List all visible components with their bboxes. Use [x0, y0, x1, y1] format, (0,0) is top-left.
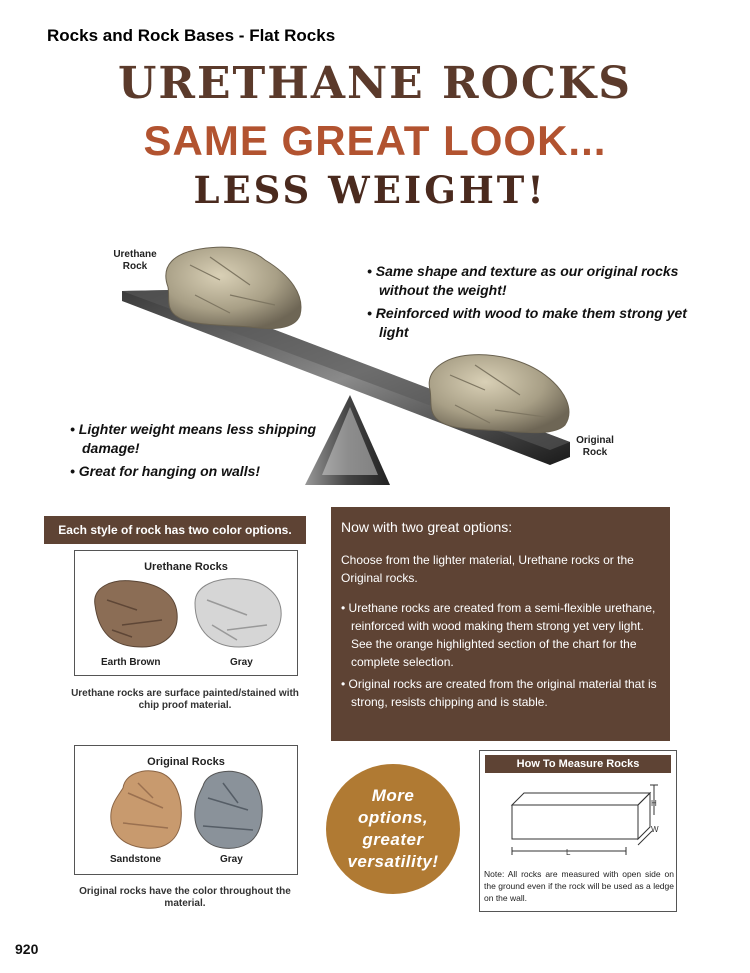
measure-title: How To Measure Rocks: [485, 755, 671, 773]
gray-rock: [195, 579, 281, 647]
how-to-measure-box: [479, 750, 677, 912]
headline-line3: LESS WEIGHT!: [193, 168, 547, 212]
options-bullet: • Original rocks are created from the original material that is strong, resists chipping and is stable.: [341, 677, 657, 709]
options-heading: Now with two great options:: [341, 519, 513, 535]
measure-note: Note: All rocks are measured with open side on the ground even if the rock will be used as a ledge on the wall.: [484, 869, 674, 903]
original-rock-swatches: [103, 768, 273, 853]
length-dim-label: L: [566, 848, 571, 857]
color-options-banner: Each style of rock has two color options.: [44, 516, 306, 544]
options-bullet-list: [341, 599, 659, 715]
urethane-rock-swatches: [87, 575, 287, 655]
width-dim-label: W: [651, 825, 659, 834]
bullet-item: • Same shape and texture as our original rocks without the weight!: [367, 263, 679, 298]
headline-line2: SAME GREAT LOOK...: [143, 117, 607, 164]
urethane-rocks-box: [74, 550, 298, 676]
height-dim-label: H: [651, 799, 657, 808]
options-bullet: • Urethane rocks are created from a semi-flexible urethane, reinforced with wood making them strong yet very light. See the orange highlighted section of the chart for the complete selection.: [341, 601, 656, 669]
earth-brown-label: Earth Brown: [101, 657, 161, 668]
bullet-item: • Reinforced with wood to make them strong yet light: [367, 305, 687, 340]
earth-brown-rock: [95, 581, 177, 647]
versatility-text: More options, greater versatility!: [347, 786, 439, 871]
left-bullet-list: [70, 420, 320, 485]
urethane-rock-label: Urethane Rock: [113, 249, 157, 272]
bullet-item: • Lighter weight means less shipping damage!: [70, 421, 317, 456]
urethane-box-title: Urethane Rocks: [144, 561, 228, 573]
right-bullet-list: [367, 262, 697, 346]
versatility-circle: [326, 764, 460, 894]
original-rock: [429, 355, 569, 433]
measure-diagram: [480, 775, 676, 865]
sandstone-rock: [111, 771, 181, 848]
bullet-item: • Great for hanging on walls!: [70, 463, 261, 479]
urethane-gray-label: Gray: [230, 657, 253, 668]
page-header: Rocks and Rock Bases - Flat Rocks: [47, 26, 336, 45]
original-gray-label: Gray: [220, 854, 243, 865]
urethane-caption: Urethane rocks are surface painted/stained with chip proof material.: [71, 688, 299, 711]
original-rock-label: Original Rock: [576, 435, 614, 458]
sandstone-label: Sandstone: [110, 854, 162, 865]
urethane-rock: [166, 247, 301, 328]
options-panel: [331, 507, 670, 741]
options-intro: Choose from the lighter material, Urethane rocks or the Original rocks.: [341, 553, 634, 585]
original-box-title: Original Rocks: [147, 756, 225, 768]
original-caption: Original rocks have the color throughout the material.: [79, 886, 291, 909]
page-number: 920: [15, 941, 39, 957]
original-gray-rock: [195, 771, 262, 848]
original-rocks-box: [74, 745, 298, 875]
headline-line1: URETHANE ROCKS: [118, 58, 632, 109]
